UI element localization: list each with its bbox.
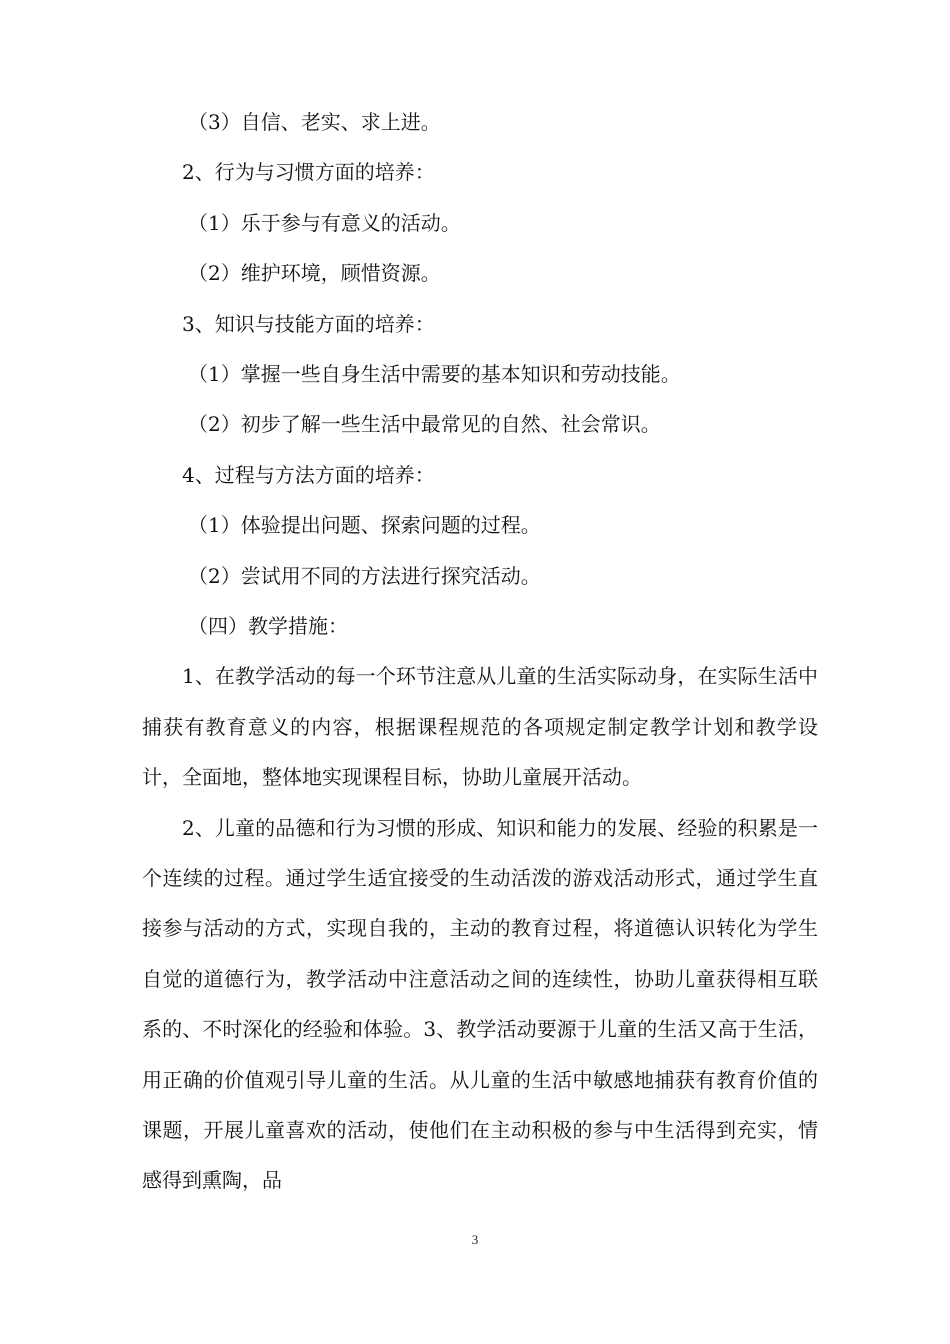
body-paragraph: 2、儿童的品德和行为习惯的形成、知识和能力的发展、经验的积累是一个连续的过程。通过学生适宜接受的生动活泼的游戏活动形式，通过学生直接参与活动的方式，实现自我的，主动的教育过程，将道德认识转化为学生自觉的道德行为，教学活动中注意活动之间的连续性，协助儿童获得相互联系的、不时深化的经验和体验。3、教学活动要源于儿童的生活又高于生活，用正确的价值观引导儿童的生活。从儿童的生活中敏感地捕获有教育价值的课题，开展儿童喜欢的活动，使他们在主动积极的参与中生活得到充实，情感得到熏陶，品 [142, 815, 818, 1193]
list-item: （1）体验提出问题、探索问题的过程。 [188, 513, 541, 538]
list-item: （1）乐于参与有意义的活动。 [188, 210, 461, 235]
section-heading: 4、过程与方法方面的培养： [182, 462, 435, 487]
list-item: （2）初步了解一些生活中最常见的自然、社会常识。 [188, 412, 661, 437]
section-heading: 2、行为与习惯方面的培养： [182, 160, 435, 185]
list-item: （1）掌握一些自身生活中需要的基本知识和劳动技能。 [188, 361, 681, 386]
list-item: （3）自信、老实、求上进。 [188, 110, 441, 134]
list-item: （2）维护环境，顾惜资源。 [188, 261, 441, 286]
section-heading: （四）教学措施： [188, 613, 348, 638]
body-paragraph: 1、在教学活动的每一个环节注意从儿童的生活实际动身，在实际生活中捕获有教育意义的内容，根据课程规范的各项规定制定教学计划和教学设计，全面地，整体地实现课程目标，协助儿童展开活动。 [142, 664, 818, 790]
document-body [142, 97, 818, 1206]
list-item: （2）尝试用不同的方法进行探究活动。 [188, 563, 541, 588]
section-heading: 3、知识与技能方面的培养： [182, 311, 435, 336]
page-number: 3 [471, 1232, 479, 1247]
